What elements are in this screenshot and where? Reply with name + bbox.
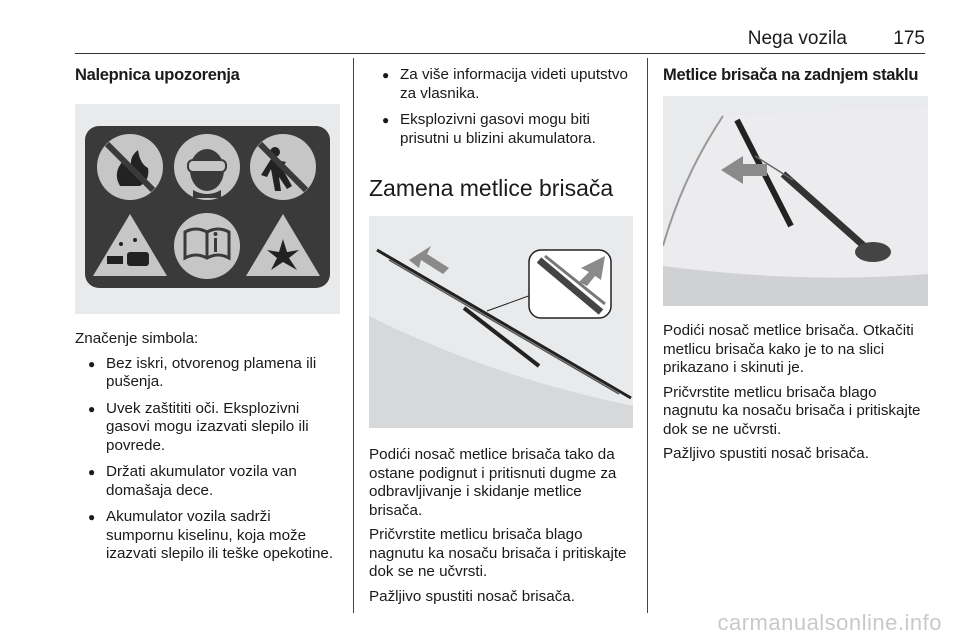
wiper-figure [369, 216, 633, 428]
symbols-list [75, 355, 340, 564]
list-item: ● Akumulator vozila sadrži sumpornu kiselinu, koja može izazvati slepilo ili teške opekotine. [88, 508, 334, 562]
arrow-icon [409, 246, 449, 274]
manual-icon [174, 213, 240, 279]
paragraph: Pričvrstite metlicu brisača blago nagnutu ka nosaču brisača i pritiskajte dok se ne učvrsti. [369, 526, 627, 580]
list-item: ● Držati akumulator vozila van domašaja dece. [88, 463, 297, 499]
warning-label-figure [75, 104, 340, 314]
heading-warning-label: Nalepnica upozorenja [75, 66, 240, 84]
column-rear-wiper [663, 58, 928, 470]
keep-children-away-icon [250, 134, 316, 200]
page-header [75, 24, 925, 50]
paragraph: Pažljivo spustiti nosač brisača. [663, 445, 869, 462]
list-item: ● Eksplozivni gasovi mogu biti prisutni u blizini akumulatora. [382, 111, 596, 147]
watermark: carmanualsonline.info [717, 610, 942, 635]
symbols-intro: Značenje simbola: [75, 330, 199, 347]
rear-wiper-illustration [663, 96, 928, 306]
info-list [369, 66, 633, 148]
list-item: ● Bez iskri, otvorenog plamena ili pušenja. [88, 354, 317, 390]
paragraph: Podići nosač metlice brisača tako da ostane podignut i pritisnuti dugme za odbravljivanje i skidanje metlice brisača. [369, 446, 617, 519]
heading-rear-wiper: Metlice brisača na zadnjem staklu [663, 66, 919, 84]
rear-wiper-figure [663, 96, 928, 306]
wiper-illustration [369, 216, 633, 428]
list-item: ● Za više informacija videti uputstvo za vlasnika. [382, 66, 628, 102]
column-divider [353, 58, 354, 613]
section-title: Nega vozila [747, 28, 847, 49]
list-item: ● Uvek zaštititi oči. Eksplozivni gasovi mogu izazvati slepilo ili povrede. [88, 399, 309, 454]
section-heading-wiper: Zamena metlice brisača [369, 175, 614, 201]
eye-protection-icon [174, 134, 240, 200]
column-warning-label [75, 58, 340, 572]
no-flame-icon [97, 134, 163, 200]
page-number: 175 [893, 28, 925, 49]
column-wiper-replacement [369, 58, 633, 612]
paragraph: Pažljivo spustiti nosač brisača. [369, 587, 575, 605]
paragraph: Podići nosač metlice brisača. Otkačiti metlicu brisača kako je to na slici prikazano i skinuti je. [663, 322, 914, 376]
warning-label-illustration [75, 104, 340, 314]
header-rule [75, 53, 925, 54]
paragraph: Pričvrstite metlicu brisača blago nagnutu ka nosaču brisača i pritiskajte dok se ne učvrsti. [663, 383, 921, 438]
column-divider [647, 58, 648, 613]
